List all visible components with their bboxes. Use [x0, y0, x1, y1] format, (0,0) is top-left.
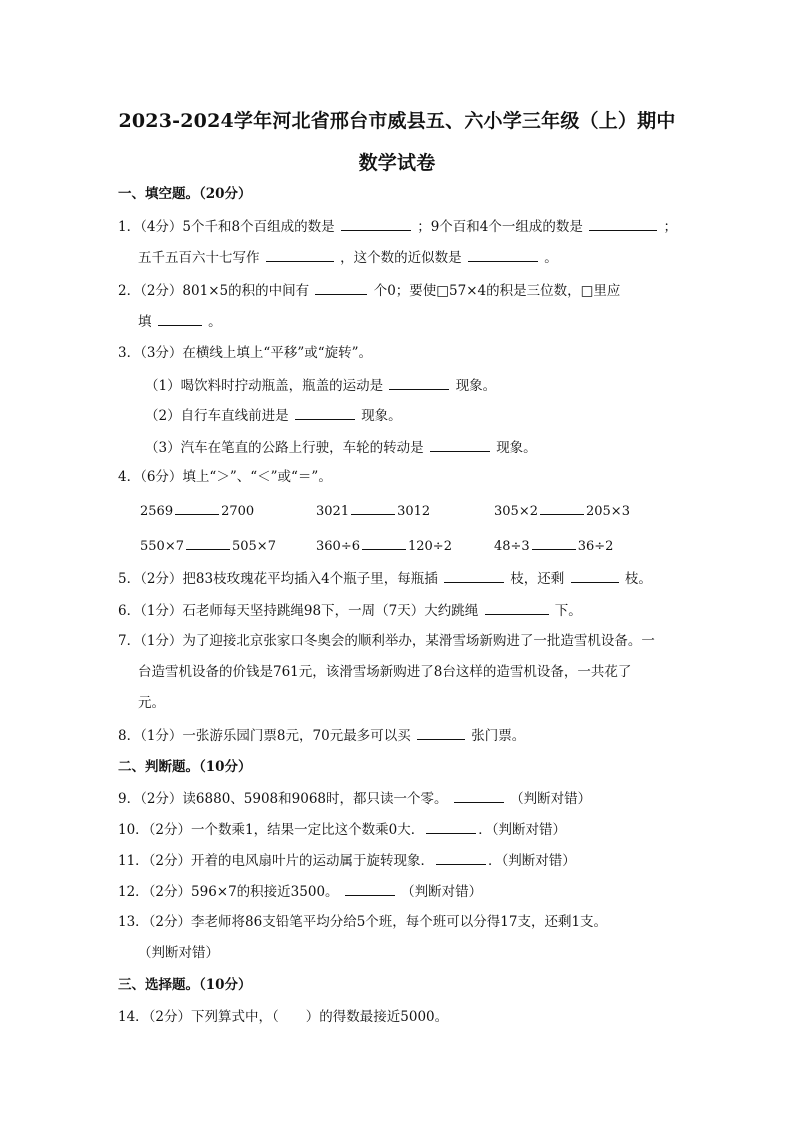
compare-item-5: [316, 536, 452, 556]
question-11: [118, 851, 576, 870]
compare-item-2: [316, 501, 430, 521]
question-13-line2: （判断对错）: [138, 945, 219, 961]
question-1-blank-2: [589, 217, 657, 231]
question-7-line2: 台造雪机设备的价钱是761元，该滑雪场新购进了8台这样的造雪机设备，一共花了: [138, 664, 632, 680]
question-11-text: 11．（2分）开着的电风扇叶片的运动属于旋转现象．: [118, 853, 435, 869]
question-8: [118, 726, 525, 745]
question-6-blank: [485, 601, 549, 615]
question-3-item-3-blank: [430, 438, 490, 452]
question-1-text-a: 1．（4分）5个千和8个百组成的数是: [118, 219, 335, 235]
question-3-item-1-blank: [389, 376, 449, 390]
question-3-item-2-text: （2）自行车直线前进是: [145, 408, 289, 424]
compare-right: 36÷2: [577, 539, 614, 554]
question-3-item-2-suffix: 现象。: [361, 408, 402, 424]
question-12-hint: （判断对错）: [401, 884, 483, 900]
compare-right: 3012: [397, 504, 431, 519]
question-2-blank-2: [158, 312, 202, 326]
question-10-blank: [426, 820, 476, 834]
question-10-text: 10．（2分）一个数乘1，结果一定比这个数乘0大．: [118, 822, 425, 838]
question-10: [118, 820, 566, 839]
question-5-blank-2: [571, 569, 619, 583]
question-14: 14．（2分）下列算式中，（ ）的得数最接近5000。: [118, 1009, 449, 1025]
question-2-text-b: 个0；要使□57×4的积是三位数，□里应: [373, 283, 621, 299]
question-1-text-c: ；: [663, 219, 677, 235]
question-1-text-b: ；9个百和4个一组成的数是: [417, 219, 583, 235]
question-8-text-a: 8．（1分）一张游乐园门票8元，70元最多可以买: [118, 728, 411, 744]
question-6-text-a: 6．（1分）石老师每天坚持跳绳98下，一周（7天）大约跳绳: [118, 603, 479, 619]
question-5-text-b: 枝，还剩: [510, 571, 565, 587]
question-11-blank: [436, 851, 486, 865]
compare-blank: [532, 536, 576, 550]
question-2-text-a: 2．（2分）801×5的积的中间有: [118, 283, 310, 299]
question-10-hint: ．（判断对错）: [478, 822, 566, 838]
compare-right: 505×7: [231, 539, 276, 554]
question-5-blank-1: [444, 569, 504, 583]
question-9-text: 9．（2分）读6880、5908和9068时，都只读一个零。: [118, 791, 448, 807]
question-3-item-3-suffix: 现象。: [496, 440, 537, 456]
question-7-line1: 7．（1分）为了迎接北京张家口冬奥会的顺利举办，某滑雪场新购进了一批造雪机设备。一: [118, 633, 655, 649]
question-2-line2: [138, 312, 222, 331]
exam-title-line2: 数学试卷: [358, 152, 436, 174]
compare-blank: [540, 501, 584, 515]
question-5-text-c: 枝。: [624, 571, 652, 587]
question-3-item-1-suffix: 现象。: [455, 378, 497, 394]
question-9: [118, 789, 591, 808]
question-5: [118, 569, 652, 588]
compare-right: 2700: [221, 504, 255, 519]
question-8-blank: [417, 726, 465, 740]
question-9-hint: （判断对错）: [510, 791, 592, 807]
compare-blank: [186, 536, 230, 550]
question-2-text-c: 填: [138, 314, 152, 330]
question-1-text-e: ，这个数的近似数是: [340, 250, 462, 266]
compare-left: 2569: [140, 504, 174, 519]
compare-left: 48÷3: [494, 539, 530, 554]
question-11-hint: ．（判断对错）: [488, 853, 576, 869]
question-6-text-b: 下。: [554, 603, 582, 619]
section-heading-true-false: 二、判断题。（10分）: [118, 759, 252, 775]
question-12-blank: [345, 882, 395, 896]
question-7-line3: 元。: [138, 695, 165, 711]
exam-title-line1: 2023-2024学年河北省邢台市威县五、六小学三年级（上）期中: [118, 110, 676, 132]
compare-left: 360÷6: [316, 539, 360, 554]
compare-blank: [351, 501, 395, 515]
question-2-line1: [118, 281, 620, 300]
compare-item-4: [140, 536, 276, 556]
question-4-line1: 4．（6分）填上“＞”、“＜”或“＝”。: [118, 469, 332, 485]
compare-left: 3021: [316, 504, 350, 519]
compare-item-1: [140, 501, 254, 521]
question-6: [118, 601, 582, 620]
question-1-line2: [138, 248, 558, 267]
question-3-item-3: [145, 438, 537, 457]
compare-item-6: [494, 536, 613, 556]
question-8-text-b: 张门票。: [471, 728, 526, 744]
question-3-item-1-text: （1）喝饮料时拧动瓶盖，瓶盖的运动是: [145, 378, 384, 394]
question-1-blank-3: [266, 248, 334, 262]
compare-item-3: [494, 501, 630, 521]
question-5-text-a: 5．（2分）把83枝玫瑰花平均插入4个瓶子里，每瓶插: [118, 571, 438, 587]
question-3-item-3-text: （3）汽车在笔直的公路上行驶，车轮的转动是: [145, 440, 424, 456]
section-heading-multiple-choice: 三、选择题。（10分）: [118, 977, 252, 993]
question-1-text-f: 。: [544, 250, 558, 266]
compare-right: 205×3: [585, 504, 630, 519]
section-heading-fill-blank: 一、填空题。（20分）: [118, 186, 252, 202]
compare-blank: [362, 536, 406, 550]
question-3-item-2-blank: [295, 406, 355, 420]
question-1-blank-4: [468, 248, 538, 262]
compare-right: 120÷2: [407, 539, 452, 554]
compare-blank: [175, 501, 219, 515]
question-9-blank: [454, 789, 504, 803]
question-2-blank-1: [315, 281, 367, 295]
question-3-item-2: [145, 406, 402, 425]
compare-left: 305×2: [494, 504, 538, 519]
question-13-line1: 13．（2分）李老师将86支铅笔平均分给5个班，每个班可以分得17支，还剩1支。: [118, 914, 608, 930]
question-1-text-d: 五千五百六十七写作: [138, 250, 260, 266]
question-2-text-d: 。: [208, 314, 222, 330]
question-1-line1: [118, 217, 677, 236]
question-3-line1: 3．（3分）在横线上填上“平移”或“旋转”。: [118, 345, 373, 361]
question-1-blank-1: [341, 217, 411, 231]
compare-left: 550×7: [140, 539, 184, 554]
question-12: [118, 882, 482, 901]
question-3-item-1: [145, 376, 496, 395]
question-12-text: 12．（2分）596×7的积接近3500。: [118, 884, 339, 900]
